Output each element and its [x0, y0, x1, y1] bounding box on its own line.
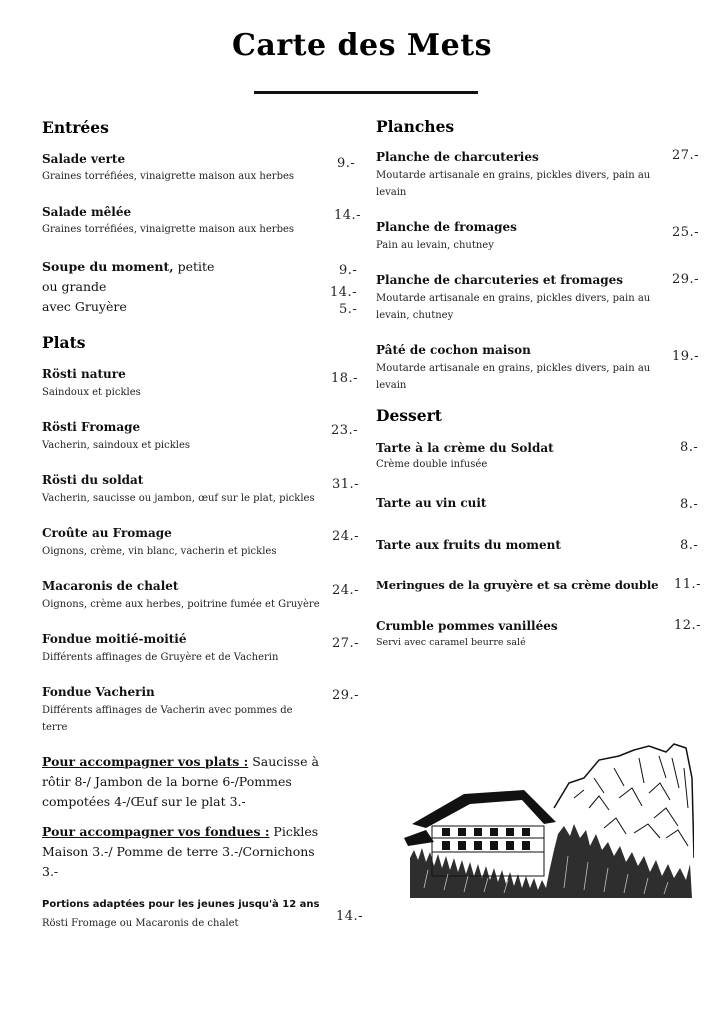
item-name: Tarte à la crème du Soldat	[376, 441, 554, 455]
item-price: 9.-	[339, 263, 358, 278]
item-price: 18.-	[331, 371, 359, 386]
note-accompagnement-plats	[42, 752, 322, 812]
section-title-entrees: Entrées	[42, 118, 109, 137]
item-price: 9.-	[337, 156, 356, 171]
title-underline	[254, 91, 478, 94]
menu-item-soupe	[42, 257, 332, 317]
item-name: Salade mêlée	[42, 205, 132, 219]
menu-item-croute-fromage	[42, 525, 332, 560]
section-title-planches: Planches	[376, 117, 455, 136]
note-text: Saucisse à rôtir 8-/ Jambon de la borne 6-/Pommes compotées 4-/Œuf sur le plat 3.-	[42, 754, 319, 809]
item-name: Rösti du soldat	[42, 473, 144, 487]
menu-item-meringues	[376, 577, 672, 593]
kids-portion	[42, 899, 332, 929]
note-accompagnement-fondues	[42, 822, 332, 882]
section-title-plats: Plats	[42, 333, 86, 352]
chalet-mountain-illustration	[404, 738, 694, 898]
item-name: Soupe du moment,	[42, 259, 174, 274]
item-name: Salade verte	[42, 152, 126, 166]
item-description: Servi avec caramel beurre salé	[376, 637, 526, 648]
item-name: Planche de fromages	[376, 220, 517, 234]
item-name: Fondue moitié-moitié	[42, 632, 187, 646]
item-description: Vacherin, saucisse ou jambon, œuf sur le plat, pickles	[42, 493, 315, 504]
item-price: 19.-	[672, 349, 700, 364]
item-description: Graines torréfiées, vinaigrette maison aux herbes	[42, 224, 295, 235]
item-name: Rösti nature	[42, 367, 126, 381]
item-price: 24.-	[332, 529, 360, 544]
item-name: Croûte au Fromage	[42, 526, 172, 540]
menu-item-tarte-vin-cuit	[376, 495, 666, 511]
kids-title: Portions adaptées pour les jeunes jusqu'à 12 ans	[42, 899, 320, 910]
item-price: 8.-	[680, 440, 699, 455]
menu-item-planche-fromages	[376, 219, 658, 254]
item-name: Rösti Fromage	[42, 420, 141, 434]
item-name: Planche de charcuteries	[376, 150, 539, 164]
soup-size-small: petite	[173, 259, 215, 274]
item-description: Différents affinages de Gruyère et de Vacherin	[42, 652, 279, 663]
item-description: Graines torréfiées, vinaigrette maison aux herbes	[42, 171, 295, 182]
item-price: 29.-	[332, 688, 360, 703]
section-title-dessert: Dessert	[376, 406, 442, 425]
menu-item-rosti-fromage	[42, 419, 332, 454]
item-description: Moutarde artisanale en grains, pickles divers, pain au levain, chutney	[376, 293, 651, 321]
item-description: Crème double infusée	[376, 459, 488, 470]
kids-description: Rösti Fromage ou Macaronis de chalet	[42, 918, 239, 929]
item-name: Meringues de la gruyère et sa crème double	[376, 578, 659, 592]
soup-option-gruyere: avec Gruyère	[42, 299, 127, 314]
menu-item-fondue-vacherin	[42, 684, 314, 736]
note-label: Pour accompagner vos plats :	[42, 754, 249, 769]
item-price: 8.-	[680, 538, 699, 553]
menu-item-rosti-soldat	[42, 472, 332, 507]
menu-item-salade-melee	[42, 204, 332, 238]
item-description: Moutarde artisanale en grains, pickles divers, pain au levain	[376, 363, 651, 391]
item-price: 27.-	[672, 148, 700, 163]
item-description: Vacherin, saindoux et pickles	[42, 440, 191, 451]
menu-item-tarte-creme	[376, 440, 666, 473]
item-description: Saindoux et pickles	[42, 387, 141, 398]
item-price: 12.-	[674, 618, 702, 633]
menu-item-planche-mixte	[376, 272, 658, 324]
menu-item-tarte-fruits	[376, 537, 666, 553]
item-price: 29.-	[672, 272, 700, 287]
menu-item-salade-verte	[42, 151, 332, 185]
menu-item-fondue-moitie	[42, 631, 332, 666]
item-price: 31.-	[332, 477, 360, 492]
item-price: 8.-	[680, 497, 699, 512]
item-name: Fondue Vacherin	[42, 685, 155, 699]
item-name: Macaronis de chalet	[42, 579, 179, 593]
item-name: Crumble pommes vanillées	[376, 619, 558, 633]
item-description: Pain au levain, chutney	[376, 240, 494, 251]
item-price: 24.-	[332, 583, 360, 598]
item-description: Moutarde artisanale en grains, pickles divers, pain au levain	[376, 170, 651, 198]
item-name: Tarte aux fruits du moment	[376, 538, 561, 552]
item-description: Oignons, crème, vin blanc, vacherin et pickles	[42, 546, 277, 557]
item-price: 14.-	[334, 208, 362, 223]
menu-item-planche-charcuteries	[376, 149, 658, 201]
menu-item-rosti-nature	[42, 366, 332, 401]
item-price: 5.-	[339, 302, 358, 317]
menu-item-macaronis	[42, 578, 342, 613]
item-price: 11.-	[674, 577, 702, 592]
menu-item-crumble	[376, 618, 666, 651]
item-name: Pâté de cochon maison	[376, 343, 531, 357]
note-text: Pickles Maison 3.-/ Pomme de terre 3.-/Cornichons 3.-	[42, 824, 319, 879]
item-price: 23.-	[331, 423, 359, 438]
item-name: Planche de charcuteries et fromages	[376, 273, 624, 287]
soup-size-large: ou grande	[42, 279, 107, 294]
note-label: Pour accompagner vos fondues :	[42, 824, 270, 839]
item-price: 27.-	[332, 636, 360, 651]
item-price: 25.-	[672, 225, 700, 240]
item-description: Différents affinages de Vacherin avec pommes de terre	[42, 705, 293, 733]
menu-item-pate-cochon	[376, 342, 658, 394]
item-price: 14.-	[336, 909, 364, 924]
item-description: Oignons, crème aux herbes, poitrine fumée et Gruyère	[42, 599, 320, 610]
page-title: Carte des Mets	[232, 28, 492, 63]
item-price: 14.-	[330, 285, 358, 300]
item-name: Tarte au vin cuit	[376, 496, 487, 510]
